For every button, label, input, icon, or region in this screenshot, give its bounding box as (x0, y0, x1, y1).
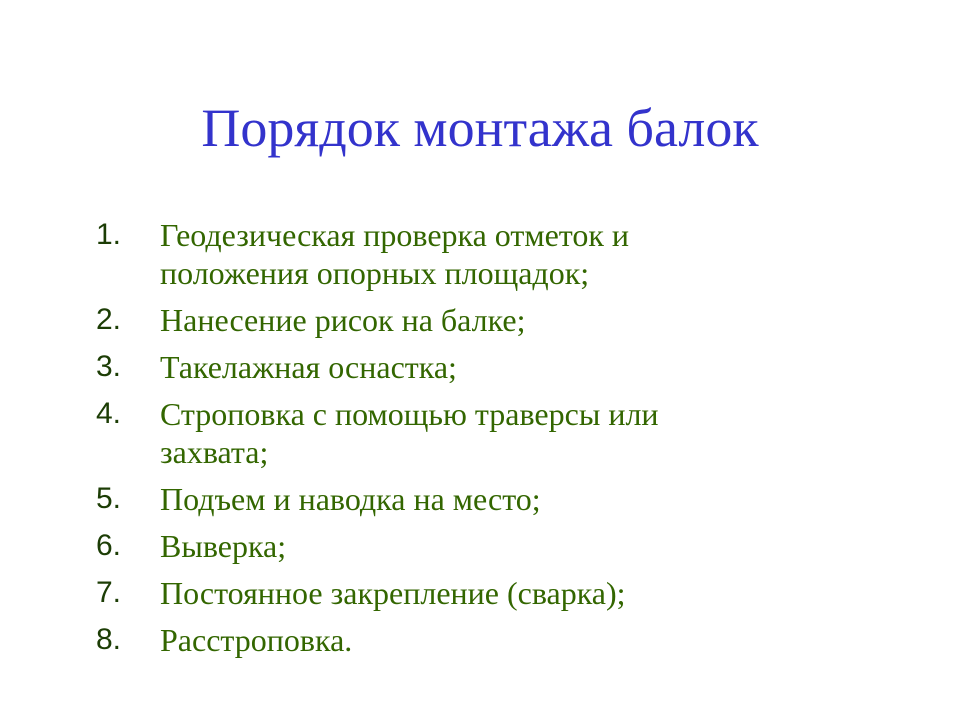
step-text (160, 301, 916, 339)
step-text-line: Строповка с помощью траверсы или (160, 396, 659, 432)
step-text-line: Постоянное закрепление (сварка); (160, 575, 626, 611)
step-number: 5. (96, 482, 122, 515)
step-text (160, 480, 916, 518)
step-text-line: Нанесение рисок на балке; (160, 302, 526, 338)
step-number: 3. (96, 350, 122, 383)
step-text-line: захвата; (160, 434, 269, 470)
step-text (160, 621, 916, 659)
step-text (160, 216, 916, 292)
step-text-line: Такелажная оснастка; (160, 349, 457, 385)
slide-title: Порядок монтажа балок (201, 98, 759, 158)
step-number: 1. (96, 218, 122, 251)
step-number: 6. (96, 529, 122, 562)
step-number: 4. (96, 397, 122, 430)
list-item (96, 216, 916, 292)
step-text-line: Геодезическая проверка отметок и (160, 217, 630, 253)
list-item (96, 348, 916, 386)
step-text (160, 348, 916, 386)
step-number: 2. (96, 303, 122, 336)
list-item (96, 527, 916, 565)
list-item (96, 395, 916, 471)
step-text (160, 574, 916, 612)
step-text-line: положения опорных площадок; (160, 255, 590, 291)
step-number: 8. (96, 623, 122, 656)
step-number: 7. (96, 576, 122, 609)
step-text-line: Подъем и наводка на место; (160, 481, 541, 517)
list-item (96, 301, 916, 339)
list-item (96, 574, 916, 612)
step-text-line: Расстроповка. (160, 622, 353, 658)
list-item (96, 480, 916, 518)
step-text (160, 395, 916, 471)
step-text-line: Выверка; (160, 528, 287, 564)
steps-list (96, 216, 916, 668)
list-item (96, 621, 916, 659)
step-text (160, 527, 916, 565)
